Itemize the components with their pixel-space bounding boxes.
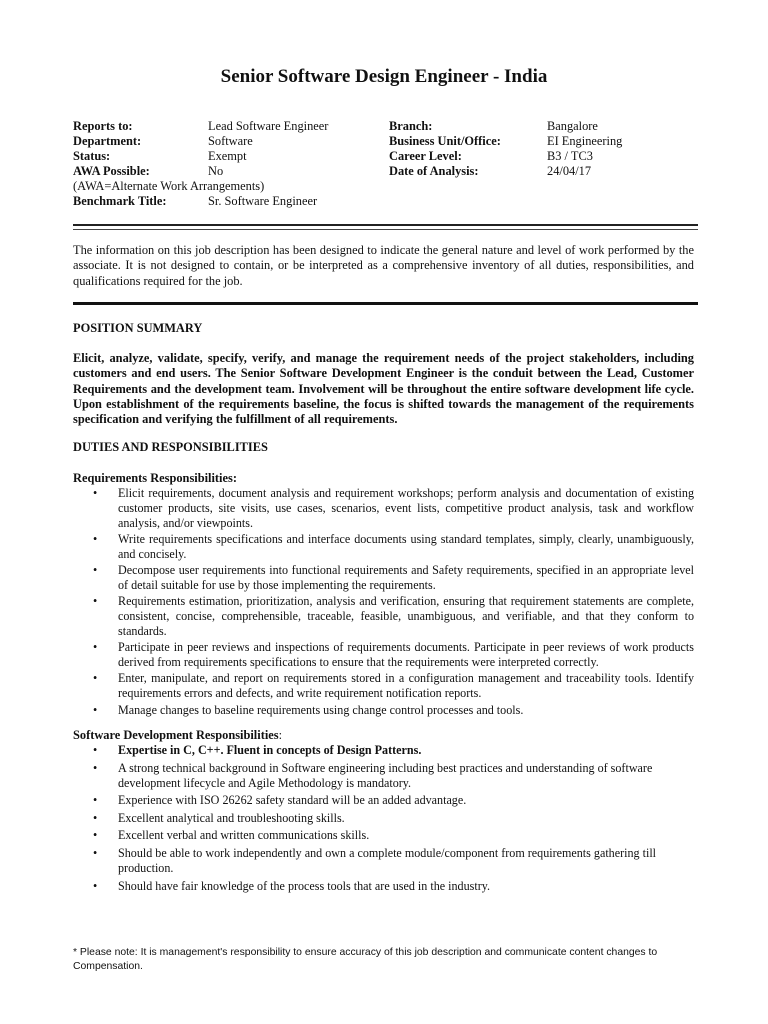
meta-row-department (73, 134, 703, 149)
bullet-icon: • (93, 743, 98, 757)
meta-value: Lead Software Engineer (208, 119, 329, 133)
bullet-icon: • (93, 640, 98, 655)
position-summary-text: Elicit, analyze, validate, specify, verify, and manage the requirement needs of the project stakeholders, including customers and end users. The Senior Software Development Engineer is the conduit between the Lead, Customer Requirements and the development team. Involvement will be throughout the entire software development life cycle. Upon establishment of the requirements baseline, the focus is shifted towards the management of the requirements specification and verifying the fulfillment of all requirements. (73, 351, 694, 427)
list-item: • Elicit requirements, document analysis and requirement workshops; perform analysis and documentation of existing customer products, site visits, use cases, scenarios, event lists, competitive product analysis, task and workflow analysis, and/or viewpoints. (93, 486, 694, 530)
list-item: • Requirements estimation, prioritization, analysis and verification, ensuring that requirement statements are complete, consistent, concise, comprehensible, traceable, feasible, unambiguous, and verifiable, and that they conform to standards. (93, 594, 694, 639)
list-item: • Should have fair knowledge of the process tools that are used in the industry. (93, 878, 491, 893)
requirements-list (73, 486, 694, 719)
list-item: • Enter, manipulate, and report on requirements stored in a configuration management and traceability tools. Identify requirements errors and defects, and write requirement notification reports. (93, 671, 694, 701)
bullet-icon: • (93, 878, 98, 893)
meta-row-status (73, 149, 703, 164)
page-title: Senior Software Design Engineer - India (220, 66, 548, 87)
meta-value: Sr. Software Engineer (208, 194, 318, 208)
meta-label: Reports to: (73, 119, 133, 133)
meta-label: AWA Possible: (73, 164, 150, 178)
bullet-icon: • (93, 828, 98, 843)
meta-value: EI Engineering (547, 134, 623, 148)
bullet-icon: • (93, 845, 98, 860)
meta-row-reports-to (73, 119, 703, 134)
divider (73, 302, 698, 305)
list-item: • A strong technical background in Software engineering including best practices and understanding of software development lifecycle and Agile Methodology is mandatory. (93, 760, 653, 790)
meta-label: Department: (73, 134, 142, 148)
list-item: • Decompose user requirements into functional requirements and Safety requirements, specified in an appropriate level of detail suitable for use by those implementing the requirements. (93, 563, 694, 593)
bullet-icon: • (93, 793, 98, 808)
bullet-icon: • (93, 486, 98, 500)
meta-value: Bangalore (547, 119, 598, 133)
bullet-icon: • (93, 702, 98, 717)
divider (73, 229, 698, 230)
position-summary-heading: POSITION SUMMARY (73, 321, 203, 335)
bullet-icon: • (93, 810, 98, 825)
job-meta-table (73, 119, 703, 209)
list-item: • Write requirements specifications and interface documents using standard templates, simply, clearly, unambiguously, and concisely. (93, 532, 694, 562)
list-item: • Participate in peer reviews and inspections of requirements documents. Participate in peer reviews of work products derived from requirements specifications to ensure that the requirements were interpreted correctly. (93, 640, 694, 670)
meta-label: Status: (73, 149, 111, 163)
bullet-icon: • (93, 671, 98, 686)
list-item: • Expertise in C, C++. Fluent in concepts of Design Patterns. (93, 743, 422, 757)
bullet-icon: • (93, 594, 98, 609)
meta-label: Branch: (389, 119, 433, 133)
list-item: • Manage changes to baseline requirements using change control processes and tools. (93, 702, 524, 717)
software-list (73, 743, 694, 896)
meta-value: Software (208, 134, 253, 148)
awa-note: (AWA=Alternate Work Arrangements) (73, 179, 265, 193)
meta-value: B3 / TC3 (547, 149, 593, 163)
meta-label: Career Level: (389, 149, 462, 163)
footnote: * Please note: It is management's responsibility to ensure accuracy of this job description and communicate content changes to Compensation. (73, 947, 658, 972)
divider (73, 224, 698, 226)
meta-label: Benchmark Title: (73, 194, 167, 208)
list-item: • Experience with ISO 26262 safety standard will be an added advantage. (93, 793, 467, 808)
meta-value: No (208, 164, 224, 178)
list-item: • Excellent verbal and written communications skills. (93, 828, 370, 843)
meta-value: Exempt (208, 149, 247, 163)
duties-heading: DUTIES AND RESPONSIBILITIES (73, 440, 268, 454)
list-item: • Excellent analytical and troubleshooting skills. (93, 810, 345, 825)
meta-row-benchmark (73, 194, 703, 209)
meta-label: Business Unit/Office: (389, 134, 501, 148)
list-item: • Should be able to work independently and own a complete module/component from requirements gathering till production. (93, 845, 657, 875)
meta-row-awa (73, 164, 703, 179)
meta-label: Date of Analysis: (389, 164, 479, 178)
bullet-icon: • (93, 760, 98, 775)
requirements-heading: Requirements Responsibilities: (73, 471, 237, 485)
intro-paragraph: The information on this job description has been designed to indicate the general nature and level of work performed by the associate. It is not designed to contain, or be interpreted as a comprehensive inventory of all duties, responsibilities, and qualifications required for the job. (73, 243, 694, 288)
bullet-icon: • (93, 532, 98, 547)
software-heading: Software Development Responsibilities: (73, 728, 283, 742)
meta-value: 24/04/17 (547, 164, 592, 178)
bullet-icon: • (93, 563, 98, 578)
